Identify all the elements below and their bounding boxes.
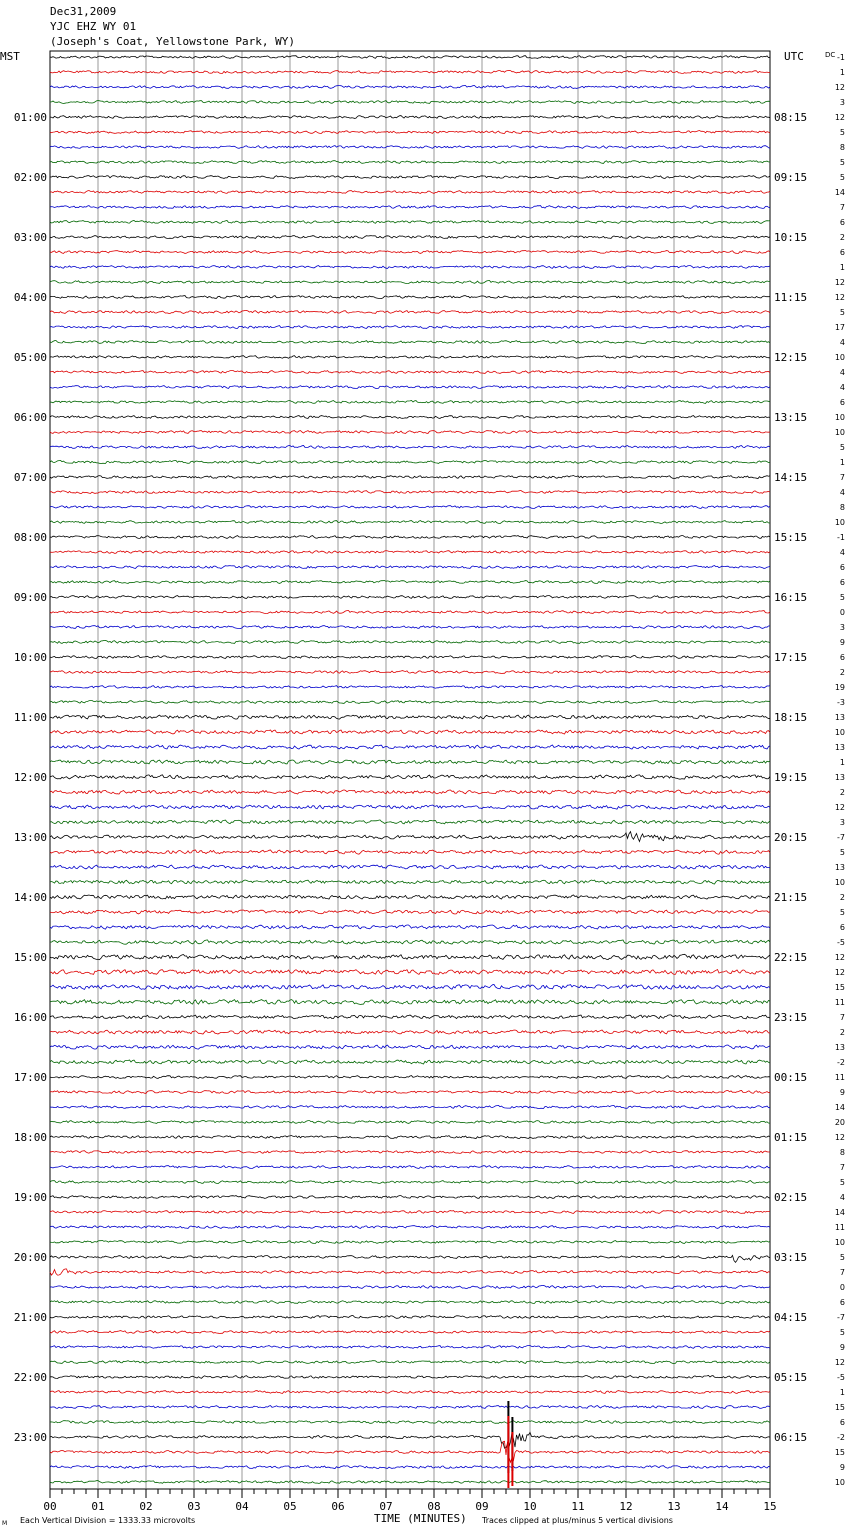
- dc-offset-label: 10: [834, 428, 845, 437]
- trace-line: [50, 1226, 770, 1229]
- dc-offset-label: 14: [834, 1103, 845, 1112]
- trace-line: [50, 1331, 770, 1334]
- dc-offset-label: 10: [834, 413, 845, 422]
- right-hour-label: 17:15: [774, 651, 808, 664]
- dc-offset-label: 7: [839, 1013, 845, 1022]
- trace-line: [50, 446, 770, 449]
- trace-line: [50, 1241, 770, 1244]
- dc-offset-label: 13: [834, 773, 845, 782]
- dc-offset-label: 6: [839, 1298, 845, 1307]
- trace-line: [50, 1466, 770, 1469]
- right-hour-label: 12:15: [774, 351, 808, 364]
- dc-offset-label: 8: [839, 143, 845, 152]
- corner-mark: M: [2, 1520, 8, 1527]
- dc-offset-label: 7: [839, 1163, 845, 1172]
- x-tick-label: 05: [283, 1500, 297, 1513]
- traces: [50, 56, 770, 1488]
- x-tick-label: 08: [427, 1500, 441, 1513]
- dc-offset-label: 3: [839, 623, 845, 632]
- dc-offset-label: 3: [839, 818, 845, 827]
- trace-line: [50, 745, 770, 749]
- left-hour-label: 05:00: [13, 351, 47, 364]
- trace-line: [50, 1432, 770, 1448]
- trace-line: [50, 251, 770, 254]
- dc-offset-label: -5: [837, 1373, 845, 1382]
- left-hour-label: 16:00: [13, 1011, 47, 1024]
- trace-line: [50, 460, 770, 463]
- trace-line: [50, 296, 770, 299]
- dc-offset-label: 13: [834, 743, 845, 752]
- trace-line: [50, 1091, 770, 1094]
- x-axis-title: TIME (MINUTES): [374, 1512, 467, 1525]
- grid: [50, 51, 770, 1498]
- trace-line: [50, 880, 770, 884]
- dc-offset-label: -5: [837, 938, 845, 947]
- x-tick-label: 07: [379, 1500, 393, 1513]
- trace-line: [50, 581, 770, 584]
- right-hour-label: 18:15: [774, 711, 808, 724]
- dc-offset-label: 9: [839, 1463, 845, 1472]
- dc-offset-label: 1: [839, 758, 845, 767]
- dc-offset-label: 10: [834, 878, 845, 887]
- right-hour-label: 05:15: [774, 1371, 808, 1384]
- trace-line: [50, 715, 770, 719]
- trace-line: [50, 686, 770, 689]
- right-hour-label: 03:15: [774, 1251, 808, 1264]
- trace-line: [50, 161, 770, 164]
- left-hour-label: 14:00: [13, 891, 47, 904]
- dc-offset-label: 7: [839, 473, 845, 482]
- dc-offset-label: 6: [839, 398, 845, 407]
- header-station: YJC EHZ WY 01: [50, 20, 137, 33]
- x-tick-label: 03: [187, 1500, 201, 1513]
- left-hour-label: 21:00: [13, 1311, 47, 1324]
- trace-line: [50, 1060, 770, 1064]
- trace-line: [50, 940, 770, 944]
- trace-line: [50, 71, 770, 74]
- dc-offset-label: 10: [834, 353, 845, 362]
- right-hour-label: 20:15: [774, 831, 808, 844]
- x-tick-label: 09: [475, 1500, 489, 1513]
- trace-line: [50, 431, 770, 434]
- dc-offset-label: 15: [834, 1448, 845, 1457]
- trace-line: [50, 536, 770, 539]
- left-timezone-label: MST: [0, 50, 20, 63]
- dc-offset-label: 5: [839, 443, 845, 452]
- dc-offset-label: 14: [834, 188, 845, 197]
- dc-label: DC: [825, 51, 836, 59]
- scale-note: Each Vertical Division = 1333.33 microvolts: [20, 1516, 196, 1525]
- right-hour-label: 15:15: [774, 531, 808, 544]
- trace-line: [50, 371, 770, 374]
- trace-line: [50, 790, 770, 794]
- dc-offset-label: 12: [834, 1133, 845, 1142]
- dc-offset-label: 6: [839, 563, 845, 572]
- dc-offset-label: 10: [834, 1478, 845, 1487]
- trace-line: [50, 1030, 770, 1034]
- trace-line: [50, 476, 770, 479]
- dc-offset-label: 5: [839, 128, 845, 137]
- dc-offset-label: -2: [837, 1058, 845, 1067]
- trace-line: [50, 131, 770, 134]
- trace-line: [50, 56, 770, 59]
- right-hour-label: 16:15: [774, 591, 808, 604]
- dc-offset-label: 6: [839, 248, 845, 257]
- dc-offset-label: 5: [839, 908, 845, 917]
- dc-offset-label: 9: [839, 1088, 845, 1097]
- dc-offset-label: -1: [837, 533, 845, 542]
- dc-offset-label: 13: [834, 863, 845, 872]
- trace-line: [50, 895, 770, 899]
- left-hour-label: 19:00: [13, 1191, 47, 1204]
- dc-offset-label: 11: [834, 1223, 845, 1232]
- dc-offset-label: 5: [839, 158, 845, 167]
- trace-line: [50, 146, 770, 149]
- dc-offset-label: 13: [834, 1043, 845, 1052]
- trace-line: [50, 1255, 770, 1262]
- dc-offset-label: 11: [834, 1073, 845, 1082]
- x-tick-label: 04: [235, 1500, 249, 1513]
- trace-line: [50, 1181, 770, 1184]
- dc-offset-label: 4: [839, 338, 845, 347]
- trace-line: [50, 176, 770, 179]
- left-hour-label: 07:00: [13, 471, 47, 484]
- x-tick-label: 10: [523, 1500, 537, 1513]
- right-hour-label: 19:15: [774, 771, 808, 784]
- dc-offset-label: 12: [834, 803, 845, 812]
- trace-line: [50, 985, 770, 990]
- trace-line: [50, 116, 770, 119]
- clip-note: Traces clipped at plus/minus 5 vertical divisions: [482, 1516, 673, 1525]
- trace-line: [50, 356, 770, 359]
- dc-offset-label: 4: [839, 548, 845, 557]
- trace-line: [50, 506, 770, 509]
- trace-line: [50, 611, 770, 614]
- trace-line: [50, 640, 770, 643]
- left-hour-label: 23:00: [13, 1431, 47, 1444]
- trace-line: [50, 1045, 770, 1049]
- trace-line: [50, 626, 770, 629]
- trace-line: [50, 865, 770, 869]
- trace-line: [50, 1316, 770, 1319]
- dc-offset-label: -2: [837, 1433, 845, 1442]
- dc-offset-label: 12: [834, 113, 845, 122]
- right-hour-label: 01:15: [774, 1131, 808, 1144]
- dc-offset-label: 20: [834, 1118, 845, 1127]
- x-tick-label: 06: [331, 1500, 345, 1513]
- dc-offset-label: 14: [834, 1208, 845, 1217]
- trace-line: [50, 1076, 770, 1079]
- trace-line: [50, 416, 770, 419]
- right-hour-label: 08:15: [774, 111, 808, 124]
- x-tick-label: 02: [139, 1500, 153, 1513]
- left-hour-label: 01:00: [13, 111, 47, 124]
- trace-line: [50, 566, 770, 569]
- right-hour-label: 14:15: [774, 471, 808, 484]
- dc-offset-label: -7: [837, 833, 845, 842]
- trace-line: [50, 551, 770, 554]
- x-tick-label: 14: [715, 1500, 729, 1513]
- dc-offset-label: 4: [839, 488, 845, 497]
- dc-offset-label: 8: [839, 503, 845, 512]
- dc-offset-label: 6: [839, 1418, 845, 1427]
- dc-offset-label: 2: [839, 1028, 845, 1037]
- dc-offset-label: 5: [839, 1253, 845, 1262]
- right-hour-label: 04:15: [774, 1311, 808, 1324]
- dc-offset-label: 15: [834, 983, 845, 992]
- x-tick-label: 00: [43, 1500, 57, 1513]
- dc-offset-label: 5: [839, 848, 845, 857]
- dc-offset-label: 5: [839, 308, 845, 317]
- left-hour-label: 06:00: [13, 411, 47, 424]
- left-hour-label: 12:00: [13, 771, 47, 784]
- dc-offset-label: 10: [834, 518, 845, 527]
- trace-line: [50, 341, 770, 344]
- x-tick-label: 01: [91, 1500, 105, 1513]
- trace-line: [50, 191, 770, 194]
- dc-offset-label: 2: [839, 668, 845, 677]
- dc-offset-label: 13: [834, 713, 845, 722]
- trace-line: [50, 805, 770, 809]
- left-hour-label: 18:00: [13, 1131, 47, 1144]
- right-hour-label: 11:15: [774, 291, 808, 304]
- right-hour-label: 22:15: [774, 951, 808, 964]
- dc-offset-label: 10: [834, 1238, 845, 1247]
- dc-offset-label: -7: [837, 1313, 845, 1322]
- trace-line: [50, 1121, 770, 1124]
- trace-line: [50, 1269, 770, 1275]
- dc-offset-label: 9: [839, 1343, 845, 1352]
- dc-offset-label: 19: [834, 683, 845, 692]
- x-tick-label: 11: [571, 1500, 585, 1513]
- dc-offset-label: 5: [839, 173, 845, 182]
- trace-line: [50, 1211, 770, 1214]
- dc-offset-label: 1: [839, 458, 845, 467]
- dc-offset-label: 12: [834, 1358, 845, 1367]
- trace-line: [50, 1421, 770, 1424]
- left-hour-label: 13:00: [13, 831, 47, 844]
- trace-line: [50, 1166, 770, 1169]
- header-location: (Joseph's Coat, Yellowstone Park, WY): [50, 35, 296, 48]
- dc-offset-label: 3: [839, 98, 845, 107]
- trace-line: [50, 401, 770, 404]
- dc-offset-label: 12: [834, 968, 845, 977]
- right-hour-label: 02:15: [774, 1191, 808, 1204]
- trace-line: [50, 1015, 770, 1019]
- right-hour-label: 13:15: [774, 411, 808, 424]
- trace-line: [50, 1346, 770, 1349]
- dc-offset-label: 6: [839, 578, 845, 587]
- trace-line: [50, 1301, 770, 1304]
- trace-line: [50, 1361, 770, 1364]
- left-hour-label: 04:00: [13, 291, 47, 304]
- header-date: Dec31,2009: [50, 5, 117, 18]
- trace-line: [50, 386, 770, 389]
- dc-offset-label: 1: [839, 263, 845, 272]
- dc-offset-label: 7: [839, 1268, 845, 1277]
- right-timezone-label: UTC: [784, 50, 804, 63]
- trace-line: [50, 760, 770, 764]
- x-tick-label: 12: [619, 1500, 633, 1513]
- dc-offset-label: 0: [839, 608, 845, 617]
- dc-offset-label: 12: [834, 953, 845, 962]
- dc-offset-label: 11: [834, 998, 845, 1007]
- dc-offset-label: 6: [839, 653, 845, 662]
- dc-offset-label: 8: [839, 1148, 845, 1157]
- trace-line: [50, 236, 770, 239]
- trace-line: [50, 1376, 770, 1379]
- dc-offset-label: 0: [839, 1283, 845, 1292]
- trace-line: [50, 656, 770, 659]
- dc-offset-label: 5: [839, 1178, 845, 1187]
- left-hour-label: 17:00: [13, 1071, 47, 1084]
- labels: [14, 53, 845, 1513]
- trace-line: [50, 701, 770, 704]
- trace-line: [50, 1151, 770, 1154]
- right-hour-label: 00:15: [774, 1071, 808, 1084]
- trace-line: [50, 491, 770, 494]
- trace-line: [50, 86, 770, 89]
- dc-offset-label: 2: [839, 893, 845, 902]
- right-hour-label: 21:15: [774, 891, 808, 904]
- dc-offset-label: 5: [839, 593, 845, 602]
- dc-offset-label: 12: [834, 293, 845, 302]
- dc-offset-label: -1: [837, 53, 845, 62]
- dc-offset-label: -3: [837, 698, 845, 707]
- trace-line: [50, 910, 770, 914]
- left-hour-label: 20:00: [13, 1251, 47, 1264]
- trace-line: [50, 925, 770, 929]
- trace-line: [50, 1285, 770, 1288]
- right-hour-label: 23:15: [774, 1011, 808, 1024]
- trace-line: [50, 1441, 770, 1462]
- dc-offset-label: 7: [839, 203, 845, 212]
- left-hour-label: 15:00: [13, 951, 47, 964]
- dc-offset-label: 4: [839, 383, 845, 392]
- trace-line: [50, 281, 770, 284]
- dc-offset-label: 4: [839, 1193, 845, 1202]
- trace-line: [50, 832, 770, 842]
- dc-offset-label: 1: [839, 1388, 845, 1397]
- right-hour-label: 06:15: [774, 1431, 808, 1444]
- dc-offset-label: 17: [834, 323, 845, 332]
- trace-line: [50, 1406, 770, 1409]
- trace-line: [50, 266, 770, 269]
- trace-line: [50, 954, 770, 959]
- dc-offset-label: 1: [839, 68, 845, 77]
- trace-line: [50, 1105, 770, 1108]
- trace-line: [50, 1196, 770, 1199]
- trace-line: [50, 1000, 770, 1005]
- dc-offset-label: 5: [839, 1328, 845, 1337]
- trace-line: [50, 820, 770, 824]
- trace-line: [50, 730, 770, 734]
- dc-offset-label: 9: [839, 638, 845, 647]
- trace-line: [50, 970, 770, 975]
- trace-line: [50, 206, 770, 209]
- left-hour-label: 22:00: [13, 1371, 47, 1384]
- left-hour-label: 03:00: [13, 231, 47, 244]
- trace-line: [50, 850, 770, 854]
- right-hour-label: 10:15: [774, 231, 808, 244]
- dc-offset-label: 6: [839, 218, 845, 227]
- dc-offset-label: 12: [834, 278, 845, 287]
- left-hour-label: 09:00: [13, 591, 47, 604]
- trace-line: [50, 775, 770, 779]
- dc-offset-label: 2: [839, 233, 845, 242]
- trace-line: [50, 101, 770, 104]
- dc-offset-label: 15: [834, 1403, 845, 1412]
- right-hour-label: 09:15: [774, 171, 808, 184]
- left-hour-label: 11:00: [13, 711, 47, 724]
- trace-line: [50, 326, 770, 329]
- left-hour-label: 10:00: [13, 651, 47, 664]
- trace-line: [50, 1136, 770, 1139]
- trace-line: [50, 310, 770, 313]
- trace-line: [50, 1481, 770, 1484]
- dc-offset-label: 6: [839, 923, 845, 932]
- dc-offset-label: 2: [839, 788, 845, 797]
- trace-line: [50, 671, 770, 674]
- trace-line: [50, 521, 770, 524]
- dc-offset-label: 12: [834, 83, 845, 92]
- x-tick-label: 13: [667, 1500, 681, 1513]
- trace-line: [50, 1391, 770, 1394]
- trace-line: [50, 596, 770, 599]
- left-hour-label: 02:00: [13, 171, 47, 184]
- x-tick-label: 15: [763, 1500, 777, 1513]
- dc-offset-label: 4: [839, 368, 845, 377]
- left-hour-label: 08:00: [13, 531, 47, 544]
- dc-offset-label: 10: [834, 728, 845, 737]
- trace-line: [50, 221, 770, 224]
